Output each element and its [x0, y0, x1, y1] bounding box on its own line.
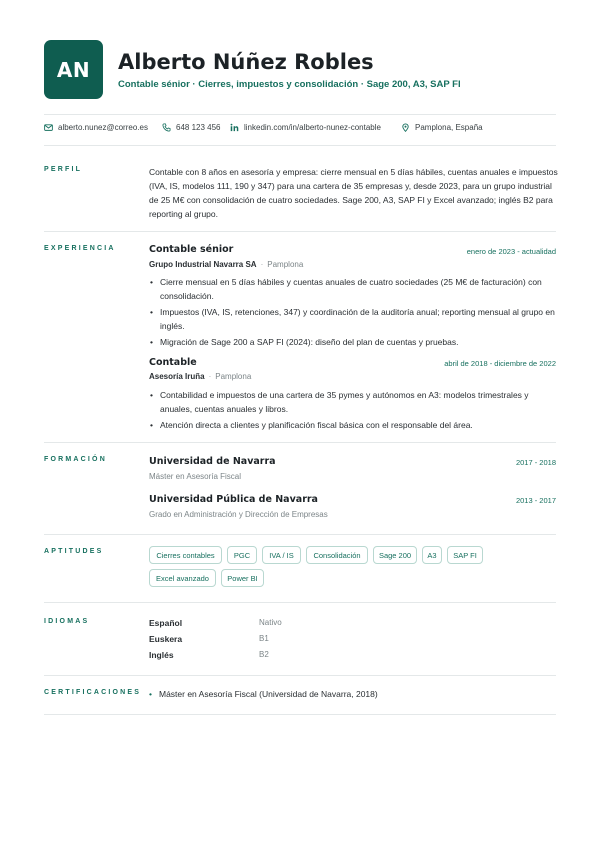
list-item: • Migración de Sage 200 a SAP FI (2024): diseño del plan de cuentas y pruebas. — [149, 335, 559, 349]
list-item: • Impuestos (IVA, IS, retenciones, 347) y coordinación de la auditoría anual; reporting mensual al grupo en inglés. — [149, 305, 559, 333]
skill-chip: PGC — [227, 546, 257, 564]
skill-chip: Excel avanzado — [149, 569, 216, 587]
company-location: Pamplona — [215, 372, 252, 381]
section-label-profile: PERFIL — [44, 166, 83, 173]
company-location: Pamplona — [267, 260, 304, 269]
separator-dot: · — [208, 372, 212, 381]
avatar — [44, 40, 103, 99]
section-label-certifications: CERTIFICACIONES — [44, 689, 142, 696]
bullet-dot: • — [149, 689, 152, 699]
divider — [44, 602, 556, 603]
company-name: Grupo Industrial Navarra SA — [149, 260, 257, 269]
job-title: Contable — [149, 357, 197, 368]
list-item: • Contabilidad e impuestos de una cartera de 35 pymes y autónomos en A3: modelos trimestrales y anuales, cuentas anuales y libros. — [149, 388, 559, 416]
divider — [44, 231, 556, 232]
phone-icon — [162, 123, 171, 132]
skill-chip: SAP FI — [447, 546, 483, 564]
divider — [44, 534, 556, 535]
job-dates: abril de 2018 - diciembre de 2022 — [444, 359, 556, 368]
skill-chip: IVA / IS — [262, 546, 301, 564]
divider — [44, 114, 556, 115]
language-level: B1 — [259, 634, 269, 643]
language-name: Inglés — [149, 650, 174, 660]
education-dates: 2017 - 2018 — [515, 458, 556, 467]
section-label-experience: EXPERIENCIA — [44, 245, 116, 252]
skill-chip: Sage 200 — [373, 546, 417, 564]
job-title: Contable sénior — [149, 244, 234, 255]
divider — [44, 145, 556, 146]
language-name: Euskera — [149, 634, 183, 644]
section-label-languages: IDIOMAS — [44, 618, 90, 625]
skill-chip: A3 — [422, 546, 442, 564]
contact-email[interactable] — [44, 123, 148, 132]
location-text: Pamplona, España — [415, 123, 483, 132]
education-degree: Grado en Administración y Dirección de Empresas — [149, 510, 328, 519]
avatar-initials: AN — [56, 57, 91, 82]
linkedin-text: linkedin.com/in/alberto-nunez-contable — [244, 123, 381, 132]
divider — [44, 442, 556, 443]
contact-linkedin[interactable] — [230, 123, 381, 132]
location-pin-icon — [401, 123, 410, 132]
certification-text: Máster en Asesoría Fiscal (Universidad de Navarra, 2018) — [158, 689, 378, 699]
language-level: B2 — [259, 650, 269, 659]
education-dates: 2013 - 2017 — [515, 496, 556, 505]
certification-item — [149, 689, 378, 699]
contact-phone[interactable] — [162, 123, 221, 132]
education-institution: Universidad Pública de Navarra — [149, 494, 318, 505]
list-item: • Cierre mensual en 5 días hábiles y cuentas anuales de cuatro sociedades (25 M€ de facturación) con consolidación. — [149, 275, 559, 303]
headline: Contable sénior · Cierres, impuestos y consolidación · Sage 200, A3, SAP FI — [118, 79, 461, 90]
email-text: alberto.nunez@correo.es — [58, 123, 148, 132]
education-degree: Máster en Asesoría Fiscal — [149, 472, 242, 481]
section-label-skills: APTITUDES — [44, 548, 104, 555]
list-item: • Atención directa a clientes y planificación fiscal básica con el responsable del área. — [149, 418, 559, 432]
job-company-line — [149, 372, 251, 381]
contact-location — [401, 123, 483, 132]
skill-chip: Consolidación — [306, 546, 368, 564]
education-institution: Universidad de Navarra — [149, 456, 276, 467]
phone-text: 648 123 456 — [176, 123, 221, 132]
divider — [44, 675, 556, 676]
divider — [44, 714, 556, 715]
skill-chip: Power BI — [221, 569, 264, 587]
person-name: Alberto Núñez Robles — [118, 50, 374, 74]
mail-icon — [44, 123, 53, 132]
company-name: Asesoría Iruña — [149, 372, 205, 381]
contact-row — [44, 123, 556, 137]
job-company-line — [149, 260, 303, 269]
section-label-education: FORMACIÓN — [44, 456, 107, 463]
separator-dot: · — [260, 260, 264, 269]
linkedin-icon — [230, 123, 239, 132]
job-bullets — [149, 388, 559, 434]
job-dates: enero de 2023 - actualidad — [466, 247, 556, 256]
profile-summary: Contable con 8 años en asesoría y empresa: cierre mensual en 5 días hábiles, cuentas anuales e impuestos (IVA, IS, modelos 111, 190 y 347) para una cartera de 35 empresas y, desde 2023, para un grupo industrial de 25 M€ con consolidación de cuatro sociedades. Sage 200, A3, SAP FI y Excel avanzado; inglés B2 para reporting al grupo. — [149, 167, 558, 219]
job-bullets — [149, 275, 559, 351]
skill-chip: Cierres contables — [149, 546, 222, 564]
language-name: Español — [149, 618, 183, 628]
language-level: Nativo — [259, 618, 282, 627]
